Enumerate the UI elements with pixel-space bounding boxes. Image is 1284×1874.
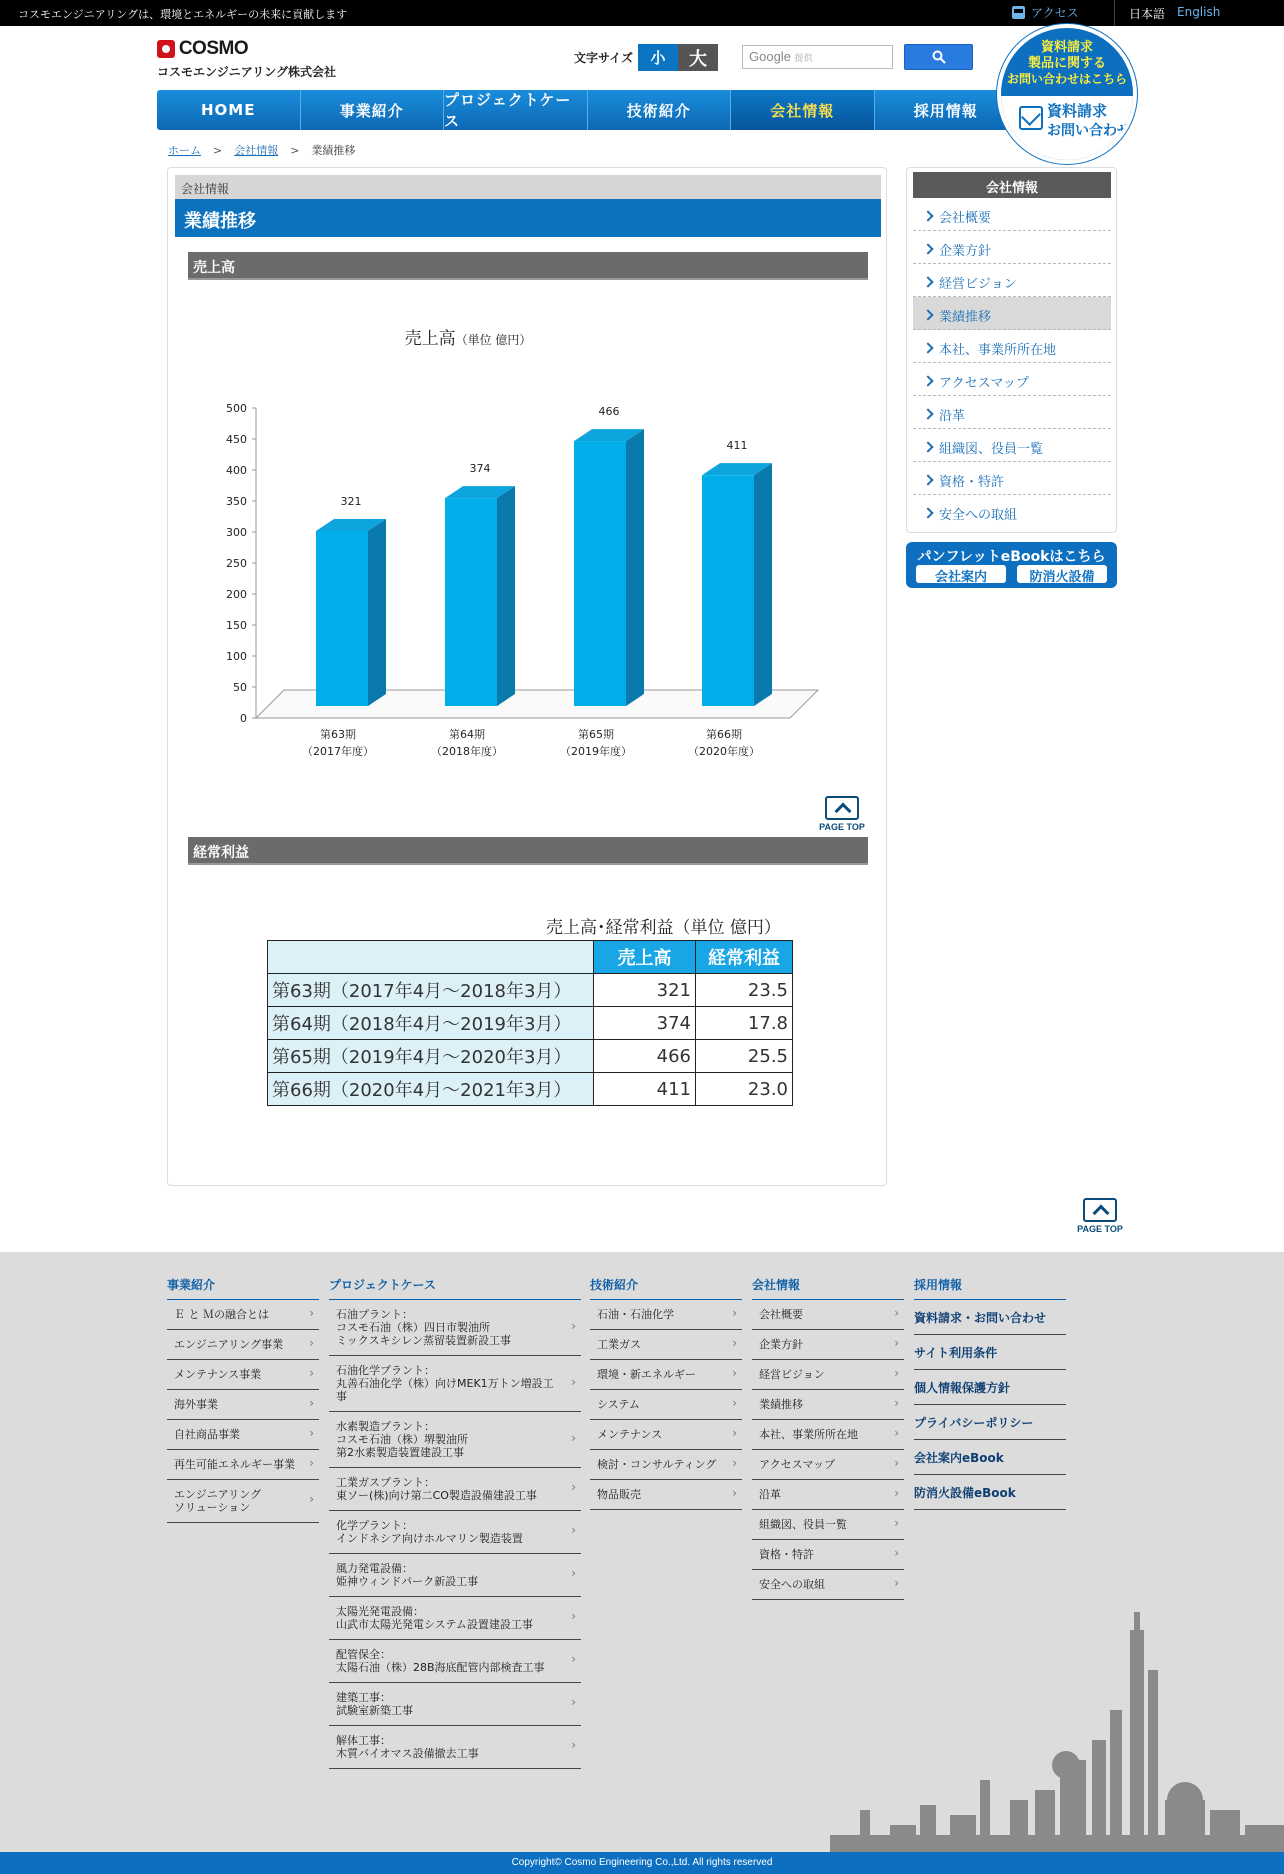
sidebar-item-overview[interactable]: 会社概要	[913, 198, 1111, 231]
footer-item[interactable]: メンテナンス ›	[590, 1420, 742, 1450]
arrow-up-icon	[825, 796, 859, 820]
page-top-label: PAGE TOP	[1077, 1224, 1123, 1234]
badge-line-2: 製品に関する	[1027, 56, 1106, 71]
footer-col-recruit	[914, 1276, 1066, 1510]
ebook-title: パンフレットeBookはこちら	[917, 549, 1106, 565]
footer-item[interactable]: 太陽光発電設備： 山武市太陽光発電システム設置建設工事 ›	[329, 1597, 581, 1640]
bar	[316, 531, 368, 706]
sales-cell: 374	[594, 1007, 696, 1040]
x-tick-label: 第64期	[449, 728, 485, 741]
sales-cell: 466	[594, 1040, 696, 1073]
period-cell: 第65期（2019年4月～2020年3月）	[268, 1040, 594, 1073]
page-category: 会社情報	[175, 175, 881, 199]
sidebar-item-history[interactable]: 沿革	[913, 396, 1111, 429]
nav-technology[interactable]: 技術紹介	[588, 90, 732, 130]
footer-col-company	[752, 1276, 904, 1600]
x-tick-sublabel: （2020年度）	[688, 745, 760, 758]
footer-link[interactable]: プライバシーポリシー	[914, 1405, 1066, 1440]
sales-cell: 321	[594, 974, 696, 1007]
footer-list	[914, 1300, 1066, 1510]
sidebar	[906, 167, 1117, 533]
footer-item[interactable]: Ｅ と Ｍの融合とは ›	[167, 1300, 319, 1330]
page-title: 業績推移	[175, 199, 881, 237]
search-icon	[932, 50, 946, 64]
header-cell: 経常利益	[696, 941, 793, 974]
footer-item[interactable]: 安全への取組 ›	[752, 1570, 904, 1600]
footer-item[interactable]: 解体工事： 木質バイオマス設備撤去工事 ›	[329, 1726, 581, 1769]
footer-item[interactable]: 工業ガスプラント： 東ソー(株)向け第二CO製造設備建設工事 ›	[329, 1468, 581, 1511]
table-row	[268, 1073, 793, 1106]
y-tick-label: 500	[226, 402, 247, 415]
nav-projects[interactable]: プロジェクトケース	[444, 90, 588, 130]
y-tick-label: 50	[233, 681, 247, 694]
footer-item[interactable]: 自社商品事業 ›	[167, 1420, 319, 1450]
badge-line-4: 資料請求	[1047, 102, 1108, 120]
footer-link[interactable]: サイト利用条件	[914, 1335, 1066, 1370]
footer-item[interactable]: 沿革 ›	[752, 1480, 904, 1510]
sidebar-item-access[interactable]: アクセスマップ	[913, 363, 1111, 396]
breadcrumb	[168, 142, 355, 158]
footer-list	[752, 1300, 904, 1600]
y-tick-label: 0	[240, 712, 247, 725]
profit-cell: 25.5	[696, 1040, 793, 1073]
x-tick-label: 第66期	[706, 728, 742, 741]
footer-item[interactable]: 組織図、役員一覧 ›	[752, 1510, 904, 1540]
breadcrumb-company[interactable]: 会社情報	[234, 144, 279, 157]
table-caption: 売上高･経常利益（単位 億円）	[546, 918, 781, 938]
footer-heading[interactable]: プロジェクトケース	[329, 1276, 581, 1300]
footer-item[interactable]: 海外事業 ›	[167, 1390, 319, 1420]
breadcrumb-sep: >	[213, 144, 223, 157]
footer-item[interactable]: エンジニアリング事業 ›	[167, 1330, 319, 1360]
footer-item[interactable]: 化学プラント： インドネシア向けホルマリン製造装置 ›	[329, 1511, 581, 1554]
y-tick-label: 300	[226, 526, 247, 539]
factory-skyline-illustration	[830, 1610, 1284, 1852]
cosmo-logo-icon	[157, 40, 175, 58]
company-name: コスモエンジニアリング株式会社	[157, 65, 336, 79]
footer-item[interactable]: 環境・新エネルギー ›	[590, 1360, 742, 1390]
search-button[interactable]	[904, 44, 973, 70]
footer-col-technology	[590, 1276, 742, 1510]
period-cell: 第64期（2018年4月～2019年3月）	[268, 1007, 594, 1040]
sidebar-item-offices[interactable]: 本社、事業所所在地	[913, 330, 1111, 363]
header-cell: 売上高	[594, 941, 696, 974]
x-tick-label: 第63期	[320, 728, 356, 741]
breadcrumb-sep: >	[290, 144, 300, 157]
footer-item[interactable]: 業績推移 ›	[752, 1390, 904, 1420]
bar-side	[754, 463, 772, 706]
main-nav	[157, 90, 1027, 130]
footer-link[interactable]: 防消火設備eBook	[914, 1475, 1066, 1510]
access-label: アクセス	[1031, 6, 1079, 20]
footer-heading[interactable]: 採用情報	[914, 1276, 1066, 1300]
chart-title: 売上高（単位 億円）	[404, 329, 532, 349]
period-cell: 第66期（2020年4月～2021年3月）	[268, 1073, 594, 1106]
footer-list	[590, 1300, 742, 1510]
profit-cell: 17.8	[696, 1007, 793, 1040]
footer-item[interactable]: 物品販売 ›	[590, 1480, 742, 1510]
footer-item[interactable]: 会社概要 ›	[752, 1300, 904, 1330]
footer-link[interactable]: 会社案内eBook	[914, 1440, 1066, 1475]
copyright: Copyright© Cosmo Engineering Co.,Ltd. All rights reserved	[0, 1852, 1284, 1874]
top-bar	[0, 0, 1284, 26]
arrow-up-icon	[1083, 1198, 1117, 1222]
tagline: コスモエンジニアリングは、環境とエネルギーの未来に貢献します	[18, 8, 348, 21]
lang-japanese[interactable]: 日本語	[1129, 7, 1166, 21]
footer-item[interactable]: メンテナンス事業 ›	[167, 1360, 319, 1390]
bar-value-label: 374	[469, 462, 491, 476]
footer-list	[329, 1300, 581, 1769]
footer-item[interactable]: 検討・コンサルティング ›	[590, 1450, 742, 1480]
bar-side	[368, 519, 386, 706]
y-tick-label: 350	[226, 495, 247, 508]
footer-item[interactable]: 配管保全： 太陽石油（株）28B海底配管内部検査工事 ›	[329, 1640, 581, 1683]
sales-cell: 411	[594, 1073, 696, 1106]
table-header-row	[268, 941, 793, 974]
sales-chart	[168, 168, 888, 848]
page-top-button[interactable]	[814, 796, 870, 836]
bar-side	[626, 429, 644, 706]
badge-line-3: お問い合わせはこちら	[1006, 72, 1127, 86]
search-placeholder: Google	[749, 49, 791, 64]
badge-line-1: 資料請求	[1040, 40, 1093, 55]
footer-heading[interactable]: 技術紹介	[590, 1276, 742, 1300]
footer-item[interactable]: 石油プラント： コスモ石油（株）四日市製油所 ミックスキシレン蒸留装置新設工事 ›	[329, 1300, 581, 1356]
header-cell	[268, 941, 594, 974]
y-tick-label: 250	[226, 557, 247, 570]
y-tick-label: 400	[226, 464, 247, 477]
y-tick-label: 150	[226, 619, 247, 632]
x-tick-sublabel: （2017年度）	[302, 745, 374, 758]
footer-heading[interactable]: 事業紹介	[167, 1276, 319, 1300]
main-content	[167, 167, 887, 1186]
sidebar-heading: 会社情報	[913, 172, 1111, 198]
access-link[interactable]	[1012, 4, 1079, 21]
footer-item[interactable]: 石油・石油化学 ›	[590, 1300, 742, 1330]
x-tick-sublabel: （2018年度）	[431, 745, 503, 758]
y-tick-label: 200	[226, 588, 247, 601]
search-provider: 提供	[794, 53, 813, 63]
footer-item[interactable]: 経営ビジョン ›	[752, 1360, 904, 1390]
footer-item[interactable]: 風力発電設備： 姫神ウィンドパーク新設工事 ›	[329, 1554, 581, 1597]
profit-cell: 23.5	[696, 974, 793, 1007]
footer-item[interactable]: 建築工事： 試験室新築工事 ›	[329, 1683, 581, 1726]
nav-home[interactable]: HOME	[157, 90, 301, 130]
table-row	[268, 974, 793, 1007]
footer-heading[interactable]: 会社情報	[752, 1276, 904, 1300]
sidebar-item-patents[interactable]: 資格・特許	[913, 462, 1111, 495]
font-large-button[interactable]: 大	[678, 44, 718, 71]
breadcrumb-home[interactable]: ホーム	[168, 144, 201, 157]
sidebar-item-policy[interactable]: 企業方針	[913, 231, 1111, 264]
bar-side	[497, 486, 515, 706]
page-top-button[interactable]	[1072, 1198, 1128, 1238]
period-cell: 第63期（2017年4月～2018年3月）	[268, 974, 594, 1007]
bar-value-label: 321	[340, 494, 362, 508]
footer-link[interactable]: 資料請求・お問い合わせ	[914, 1300, 1066, 1335]
nav-recruit[interactable]: 採用情報	[875, 90, 1019, 130]
nav-company[interactable]: 会社情報	[731, 90, 875, 130]
sidebar-item-organization[interactable]: 組織図、役員一覧	[913, 429, 1111, 462]
results-table	[267, 940, 793, 1106]
footer-item[interactable]: アクセスマップ ›	[752, 1450, 904, 1480]
x-tick-sublabel: （2019年度）	[560, 745, 632, 758]
font-small-button[interactable]: 小	[638, 44, 678, 71]
page-top-label: PAGE TOP	[819, 822, 865, 832]
bar	[445, 498, 497, 706]
lang-english[interactable]: English	[1177, 5, 1221, 19]
footer-item[interactable]: 資格・特許 ›	[752, 1540, 904, 1570]
footer-col-business	[167, 1276, 319, 1523]
profit-cell: 23.0	[696, 1073, 793, 1106]
ebook-banner	[906, 542, 1117, 588]
font-size-switcher	[574, 44, 718, 71]
mail-icon	[1019, 106, 1043, 130]
footer-item[interactable]: 工業ガス ›	[590, 1330, 742, 1360]
bar-value-label: 466	[598, 405, 620, 419]
font-size-label: 文字サイズ	[574, 51, 634, 65]
footer-item[interactable]: 企業方針 ›	[752, 1330, 904, 1360]
breadcrumb-current: 業績推移	[311, 144, 356, 157]
sidebar-item-vision[interactable]: 経営ビジョン	[913, 264, 1111, 297]
footer-item[interactable]: 石油化学プラント： 丸善石油化学（株）向けMEK1万トン増設工事 ›	[329, 1356, 581, 1412]
footer-link[interactable]: 個人情報保護方針	[914, 1370, 1066, 1405]
site-logo[interactable]	[157, 38, 336, 80]
footer-item[interactable]: 再生可能エネルギー事業 ›	[167, 1450, 319, 1480]
ebook-fire-button[interactable]: 防消火設備	[1017, 565, 1107, 583]
table-row	[268, 1040, 793, 1073]
footer-item[interactable]: 水素製造プラント： コスモ石油（株）堺製油所 第2水素製造装置建設工事 ›	[329, 1412, 581, 1468]
footer-item[interactable]: 本社、事業所所在地 ›	[752, 1420, 904, 1450]
divider	[1114, 0, 1115, 26]
y-tick-label: 100	[226, 650, 247, 663]
footer-col-projects	[329, 1276, 581, 1769]
logo-wordmark: COSMO	[178, 38, 249, 59]
contact-badge[interactable]	[997, 24, 1137, 164]
footer-item[interactable]: エンジニアリング ソリューション ›	[167, 1480, 319, 1523]
search-input[interactable]	[742, 45, 893, 69]
nav-business[interactable]: 事業紹介	[301, 90, 445, 130]
sidebar-item-performance[interactable]: 業績推移	[913, 297, 1111, 330]
sidebar-item-safety[interactable]: 安全への取組	[913, 495, 1111, 528]
section-heading-profit: 経常利益	[188, 837, 868, 865]
bar-value-label: 411	[726, 439, 748, 453]
badge-line-5: お問い合わせ	[1047, 123, 1131, 139]
bar	[574, 441, 626, 706]
x-tick-label: 第65期	[578, 728, 614, 741]
bar	[702, 475, 754, 706]
footer-list	[167, 1300, 319, 1523]
section-heading-sales: 売上高	[188, 252, 868, 280]
footer-item[interactable]: システム ›	[590, 1390, 742, 1420]
bus-icon	[1012, 6, 1025, 19]
table-row	[268, 1007, 793, 1040]
y-tick-label: 450	[226, 433, 247, 446]
ebook-company-button[interactable]: 会社案内	[916, 565, 1006, 583]
